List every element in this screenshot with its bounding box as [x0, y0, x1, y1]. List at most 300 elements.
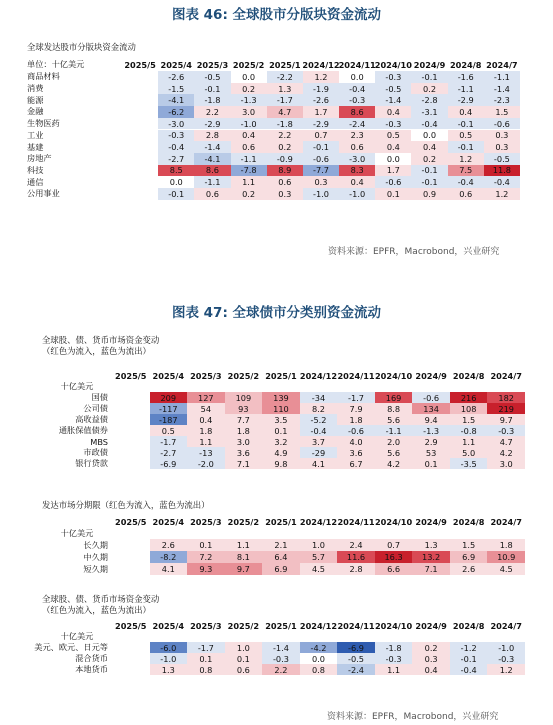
row-label: 长久期 [83, 539, 108, 550]
data-cell [112, 664, 150, 675]
data-cell: 1.3 [412, 539, 450, 551]
row-label: 市政债 [83, 447, 108, 457]
data-cell: -8.2 [150, 551, 188, 563]
data-cell [122, 130, 158, 142]
data-cell: 1.7 [303, 106, 339, 118]
data-cell: 2.6 [150, 539, 188, 551]
data-cell: -0.6 [484, 118, 520, 130]
fig46-subtitle: 全球发达股市分版块资金流动 [27, 42, 136, 52]
data-cell: -2.9 [303, 118, 339, 130]
data-cell: 4.2 [375, 458, 413, 469]
data-cell: 127 [187, 392, 225, 403]
data-cell [122, 153, 158, 165]
column-header: 2024/7 [490, 621, 522, 631]
table-row [27, 141, 520, 153]
row-label: 房地产 [27, 153, 52, 164]
row-label: 中久期 [83, 551, 108, 562]
data-cell: 2.8 [337, 563, 375, 575]
data-cell: 8.3 [339, 165, 375, 177]
data-cell: 3.0 [231, 106, 267, 118]
data-cell: -0.1 [158, 188, 194, 200]
table-row [27, 106, 520, 118]
data-cell: 0.5 [448, 130, 484, 142]
table-row [27, 188, 520, 200]
data-cell: -187 [150, 414, 188, 425]
data-cell: 0.2 [267, 141, 303, 153]
column-header: 2024/8 [449, 59, 482, 70]
data-cell: 5.7 [300, 551, 338, 563]
table-row [42, 392, 525, 403]
data-cell [112, 403, 150, 414]
data-cell: -7.7 [303, 165, 339, 177]
column-header: 2025/4 [152, 516, 185, 527]
column-header: 2025/3 [190, 621, 222, 631]
data-cell: 3.0 [487, 458, 525, 469]
data-cell: 0.6 [267, 176, 303, 188]
data-cell: -3.1 [411, 106, 447, 118]
data-cell: -1.1 [194, 176, 230, 188]
data-cell [122, 188, 158, 200]
data-cell: -4.1 [194, 153, 230, 165]
data-cell: 3.7 [300, 436, 338, 447]
row-label: 美元、欧元、日元等 [34, 642, 108, 652]
data-cell: -1.4 [262, 642, 300, 653]
data-cell: 0.0 [158, 176, 194, 188]
data-cell: 2.2 [267, 130, 303, 142]
data-cell: -2.9 [448, 94, 484, 106]
data-cell: -34 [300, 392, 338, 403]
column-header: 2025/3 [190, 516, 222, 527]
data-cell: 110 [262, 403, 300, 414]
data-cell: 1.1 [231, 176, 267, 188]
data-cell: 0.3 [267, 188, 303, 200]
data-cell: -0.6 [375, 176, 411, 188]
data-cell: -1.0 [231, 118, 267, 130]
data-cell: 0.6 [194, 188, 230, 200]
data-cell: 1.8 [187, 425, 225, 436]
column-header: 2024/11 [337, 621, 375, 631]
data-cell: 6.9 [262, 563, 300, 575]
data-cell: 0.2 [411, 153, 447, 165]
data-cell: 4.7 [487, 436, 525, 447]
column-header: 2024/8 [452, 621, 485, 631]
data-cell: 1.5 [450, 539, 488, 551]
data-cell: -4.1 [158, 94, 194, 106]
table-row [42, 653, 525, 664]
data-cell: 0.2 [231, 188, 267, 200]
data-cell: 0.0 [339, 71, 375, 83]
data-cell [122, 165, 158, 177]
data-cell: 2.4 [337, 539, 375, 551]
data-cell: -6.2 [158, 106, 194, 118]
data-cell: 11.8 [484, 165, 520, 177]
data-cell: 1.2 [448, 153, 484, 165]
data-cell: 0.4 [411, 141, 447, 153]
data-cell: -2.4 [337, 664, 375, 675]
data-cell: -0.6 [412, 392, 450, 403]
data-cell: 134 [412, 403, 450, 414]
column-header: 2025/1 [265, 621, 297, 631]
data-cell [122, 83, 158, 95]
data-cell: -0.1 [194, 83, 230, 95]
column-header: 2024/11 [337, 370, 375, 381]
data-cell: -0.1 [450, 653, 488, 664]
data-cell: 1.0 [225, 642, 263, 653]
row-label: 通胀保值债券 [58, 425, 108, 435]
data-cell: -1.4 [194, 141, 230, 153]
data-cell: -1.1 [448, 83, 484, 95]
data-cell: 8.8 [375, 403, 413, 414]
data-cell: 1.7 [375, 165, 411, 177]
column-header: 2025/4 [160, 59, 192, 70]
data-cell: 2.0 [375, 436, 413, 447]
table-row [27, 165, 520, 177]
table-row [42, 403, 525, 414]
table-row [42, 436, 525, 447]
data-cell: 4.5 [487, 563, 525, 575]
data-cell: -3.0 [339, 153, 375, 165]
data-cell: -2.6 [303, 94, 339, 106]
data-cell: -0.6 [337, 425, 375, 436]
data-cell: 7.1 [225, 458, 263, 469]
data-cell: -0.1 [448, 141, 484, 153]
data-cell: 54 [187, 403, 225, 414]
data-cell: -1.1 [484, 71, 520, 83]
data-cell: -1.2 [450, 642, 488, 653]
column-header: 2025/4 [152, 621, 185, 631]
table-row [42, 447, 525, 458]
data-cell: -0.1 [411, 165, 447, 177]
row-label: 通信 [27, 176, 44, 187]
unit-row [42, 381, 525, 392]
fig47-t3-note: 全球股、债、货币市场资金变动 [42, 594, 160, 604]
column-header: 2024/7 [490, 516, 522, 527]
data-cell: -6.0 [150, 642, 188, 653]
data-cell: 6.4 [262, 551, 300, 563]
data-cell: 0.5 [375, 130, 411, 142]
row-label: 工业 [27, 129, 44, 140]
column-header: 2025/5 [115, 516, 147, 527]
data-cell: -1.3 [412, 425, 450, 436]
data-cell: -1.7 [187, 642, 225, 653]
data-cell: -0.1 [411, 71, 447, 83]
data-cell: -0.1 [448, 118, 484, 130]
data-cell: 0.8 [187, 664, 225, 675]
unit-label: 十亿美元 [60, 631, 94, 641]
data-cell: 2.8 [194, 130, 230, 142]
column-header: 2024/11 [337, 516, 375, 527]
column-header: 2025/1 [269, 59, 301, 70]
data-cell: 0.7 [303, 130, 339, 142]
data-cell [112, 436, 150, 447]
column-header: 2024/10 [374, 621, 413, 631]
data-cell: 1.8 [337, 414, 375, 425]
data-cell: -5.2 [300, 414, 338, 425]
data-cell [112, 414, 150, 425]
data-cell: 108 [450, 403, 488, 414]
data-cell: 11.6 [337, 551, 375, 563]
data-cell: 1.0 [300, 539, 338, 551]
data-cell: 0.4 [187, 414, 225, 425]
data-cell: -2.7 [150, 447, 188, 458]
data-cell: 5.6 [375, 447, 413, 458]
column-header: 2025/2 [227, 370, 260, 381]
data-cell: 0.9 [411, 188, 447, 200]
data-cell: 219 [487, 403, 525, 414]
row-label: 科技 [27, 164, 44, 175]
row-label: 国债 [91, 392, 108, 402]
column-header: 2025/3 [190, 370, 222, 381]
data-cell: 209 [150, 392, 188, 403]
unit-label: 十亿美元 [60, 381, 94, 391]
column-header: 2025/3 [196, 59, 229, 70]
data-cell: 0.6 [448, 188, 484, 200]
data-cell: 1.1 [375, 664, 413, 675]
column-header: 2024/12 [299, 516, 338, 527]
data-cell: -1.9 [303, 83, 339, 95]
data-cell: 7.1 [412, 563, 450, 575]
data-cell: 0.1 [225, 653, 263, 664]
data-cell: -1.0 [303, 188, 339, 200]
data-cell [112, 425, 150, 436]
data-cell: -1.8 [375, 642, 413, 653]
data-cell: -1.3 [231, 94, 267, 106]
column-header: 2024/10 [374, 59, 412, 70]
table-row [42, 458, 525, 469]
data-cell: -1.7 [337, 392, 375, 403]
row-label: 高收益债 [75, 414, 108, 424]
data-cell: -0.3 [487, 653, 525, 664]
figure-46-title: 图表 46: 全球股市分版块资金流动 [171, 7, 382, 23]
column-header: 2025/2 [227, 516, 260, 527]
data-cell: 0.4 [375, 106, 411, 118]
data-cell: 0.2 [411, 83, 447, 95]
data-cell: 13.2 [412, 551, 450, 563]
row-label: 基建 [27, 141, 44, 152]
data-cell [122, 106, 158, 118]
column-header: 2025/5 [115, 370, 147, 381]
data-cell: 3.6 [225, 447, 263, 458]
table-row [27, 130, 520, 142]
data-cell: -29 [300, 447, 338, 458]
column-header: 2024/8 [452, 516, 485, 527]
data-cell: -1.6 [448, 71, 484, 83]
table-header-row [42, 516, 525, 527]
column-header: 2024/9 [415, 370, 447, 381]
data-cell: -0.4 [450, 664, 488, 675]
data-cell: 9.7 [487, 414, 525, 425]
data-cell: 1.3 [150, 664, 188, 675]
data-cell: -0.3 [339, 94, 375, 106]
data-cell: -0.5 [375, 83, 411, 95]
bond-category-flow-table [42, 370, 525, 478]
data-cell: 7.9 [337, 403, 375, 414]
row-label: 能源 [27, 94, 44, 105]
data-cell: 0.0 [375, 153, 411, 165]
column-header: 2025/2 [227, 621, 260, 631]
data-cell: 0.3 [303, 176, 339, 188]
table-row [27, 118, 520, 130]
data-cell: 2.2 [194, 106, 230, 118]
fig47-t1-note: 全球股、债、货币市场资金变动 [42, 335, 160, 345]
data-cell: 2.1 [262, 539, 300, 551]
data-cell: -2.3 [484, 94, 520, 106]
data-cell: -2.6 [158, 71, 194, 83]
unit-row [42, 527, 525, 539]
row-label: 公司债 [83, 403, 108, 413]
data-cell: -0.1 [303, 141, 339, 153]
row-label: 短久期 [83, 563, 108, 574]
data-cell: 182 [487, 392, 525, 403]
data-cell: -1.0 [339, 188, 375, 200]
column-header: 2024/7 [486, 59, 518, 70]
data-cell: 4.9 [262, 447, 300, 458]
data-cell: 0.2 [412, 642, 450, 653]
data-cell: 0.1 [187, 653, 225, 664]
table-row [27, 71, 520, 83]
data-cell: 4.7 [267, 106, 303, 118]
column-header: 2024/12 [299, 621, 338, 631]
column-header: 2024/8 [452, 370, 485, 381]
data-cell: 1.1 [450, 436, 488, 447]
data-cell: -6.9 [150, 458, 188, 469]
row-label: MBS [90, 436, 108, 447]
data-cell: 0.3 [484, 141, 520, 153]
data-cell: 0.6 [225, 664, 263, 675]
data-cell: -0.3 [375, 71, 411, 83]
data-cell: 0.4 [412, 664, 450, 675]
data-cell: 109 [225, 392, 263, 403]
column-header: 2024/11 [338, 59, 376, 70]
data-cell: 1.8 [487, 539, 525, 551]
data-cell: 0.4 [231, 130, 267, 142]
unit-label: 十亿美元 [60, 527, 94, 538]
data-cell: 7.5 [448, 165, 484, 177]
data-cell: 0.4 [339, 176, 375, 188]
data-cell: -2.2 [267, 71, 303, 83]
data-cell: 1.1 [187, 436, 225, 447]
data-cell: -0.4 [448, 176, 484, 188]
data-cell: -1.1 [231, 153, 267, 165]
data-cell: -0.4 [300, 425, 338, 436]
data-cell: 0.1 [187, 539, 225, 551]
table-row [27, 94, 520, 106]
data-cell: -0.3 [487, 425, 525, 436]
column-header: 2024/9 [415, 516, 447, 527]
data-cell: -2.7 [158, 153, 194, 165]
data-cell: 7.2 [187, 551, 225, 563]
data-cell: 7.7 [225, 414, 263, 425]
data-cell: 0.5 [150, 425, 188, 436]
table-row [42, 551, 525, 563]
data-cell: 3.5 [262, 414, 300, 425]
data-cell: 10.9 [487, 551, 525, 563]
column-header: 2024/12 [302, 59, 340, 70]
fig47-t3-note2: （红色为流入，蓝色为流出） [42, 605, 151, 615]
data-cell: 5.6 [375, 414, 413, 425]
data-cell: -2.0 [187, 458, 225, 469]
row-label: 本地货币 [75, 664, 108, 674]
row-label: 金融 [27, 106, 44, 117]
data-cell: 0.7 [375, 539, 413, 551]
data-cell: -1.4 [484, 83, 520, 95]
data-cell: 8.1 [225, 551, 263, 563]
data-cell: 1.2 [303, 71, 339, 83]
data-cell: -13 [187, 447, 225, 458]
column-header: 2024/7 [490, 370, 522, 381]
figure-47-title: 图表 47: 全球债市分类别资金流动 [171, 305, 382, 321]
column-header: 2024/9 [413, 59, 446, 70]
table-row [42, 425, 525, 436]
column-header: 2025/5 [115, 621, 147, 631]
column-header: 2024/9 [415, 621, 447, 631]
data-cell: -0.9 [267, 153, 303, 165]
data-cell [122, 141, 158, 153]
data-cell: -3.0 [158, 118, 194, 130]
data-cell: 4.1 [150, 563, 188, 575]
data-cell: -0.3 [375, 653, 413, 664]
data-cell [122, 118, 158, 130]
unit-label: 单位：十亿美元 [27, 59, 85, 69]
column-header: 2025/5 [124, 59, 156, 70]
data-cell: 169 [375, 392, 413, 403]
data-cell: -1.7 [150, 436, 188, 447]
data-cell: 4.1 [300, 458, 338, 469]
table-row [42, 539, 525, 551]
data-cell: -0.4 [411, 118, 447, 130]
data-cell: 2.9 [412, 436, 450, 447]
column-header: 2024/12 [299, 370, 338, 381]
data-cell: -0.6 [303, 153, 339, 165]
data-cell [112, 458, 150, 469]
data-cell: 53 [412, 447, 450, 458]
fig47-t1-note2: （红色为流入，蓝色为流出） [42, 346, 151, 356]
data-cell: 4.5 [300, 563, 338, 575]
data-cell: 9.7 [225, 563, 263, 575]
row-label: 商品材料 [27, 71, 60, 82]
column-header: 2024/10 [374, 516, 413, 527]
table-row [27, 153, 520, 165]
data-cell: 1.5 [450, 414, 488, 425]
data-cell: 0.0 [231, 71, 267, 83]
data-cell: 5.0 [450, 447, 488, 458]
data-cell: 6.6 [375, 563, 413, 575]
equity-sector-flow-table [27, 59, 520, 219]
table-header-row [27, 59, 520, 70]
data-cell: 2.2 [262, 664, 300, 675]
data-cell: -0.4 [158, 141, 194, 153]
data-cell: -0.5 [484, 153, 520, 165]
fig46-source: 资料来源：EPFR，Macrobond，兴业研究 [328, 247, 500, 257]
data-cell: -0.3 [158, 130, 194, 142]
table-row [42, 563, 525, 575]
data-cell: 1.8 [225, 425, 263, 436]
data-cell: 0.1 [262, 425, 300, 436]
data-cell: 216 [450, 392, 488, 403]
table-row [42, 414, 525, 425]
fig47-source: 资料来源：EPFR，Macrobond，兴业研究 [327, 712, 499, 722]
table-header-row [42, 370, 525, 381]
data-cell: 8.2 [300, 403, 338, 414]
data-cell: -1.0 [150, 653, 188, 664]
data-cell: 9.4 [412, 414, 450, 425]
data-cell: 0.4 [448, 106, 484, 118]
data-cell: -0.4 [484, 176, 520, 188]
data-cell: 16.3 [375, 551, 413, 563]
row-label: 生物医药 [27, 118, 60, 129]
data-cell: 139 [262, 392, 300, 403]
data-cell: 0.6 [231, 141, 267, 153]
